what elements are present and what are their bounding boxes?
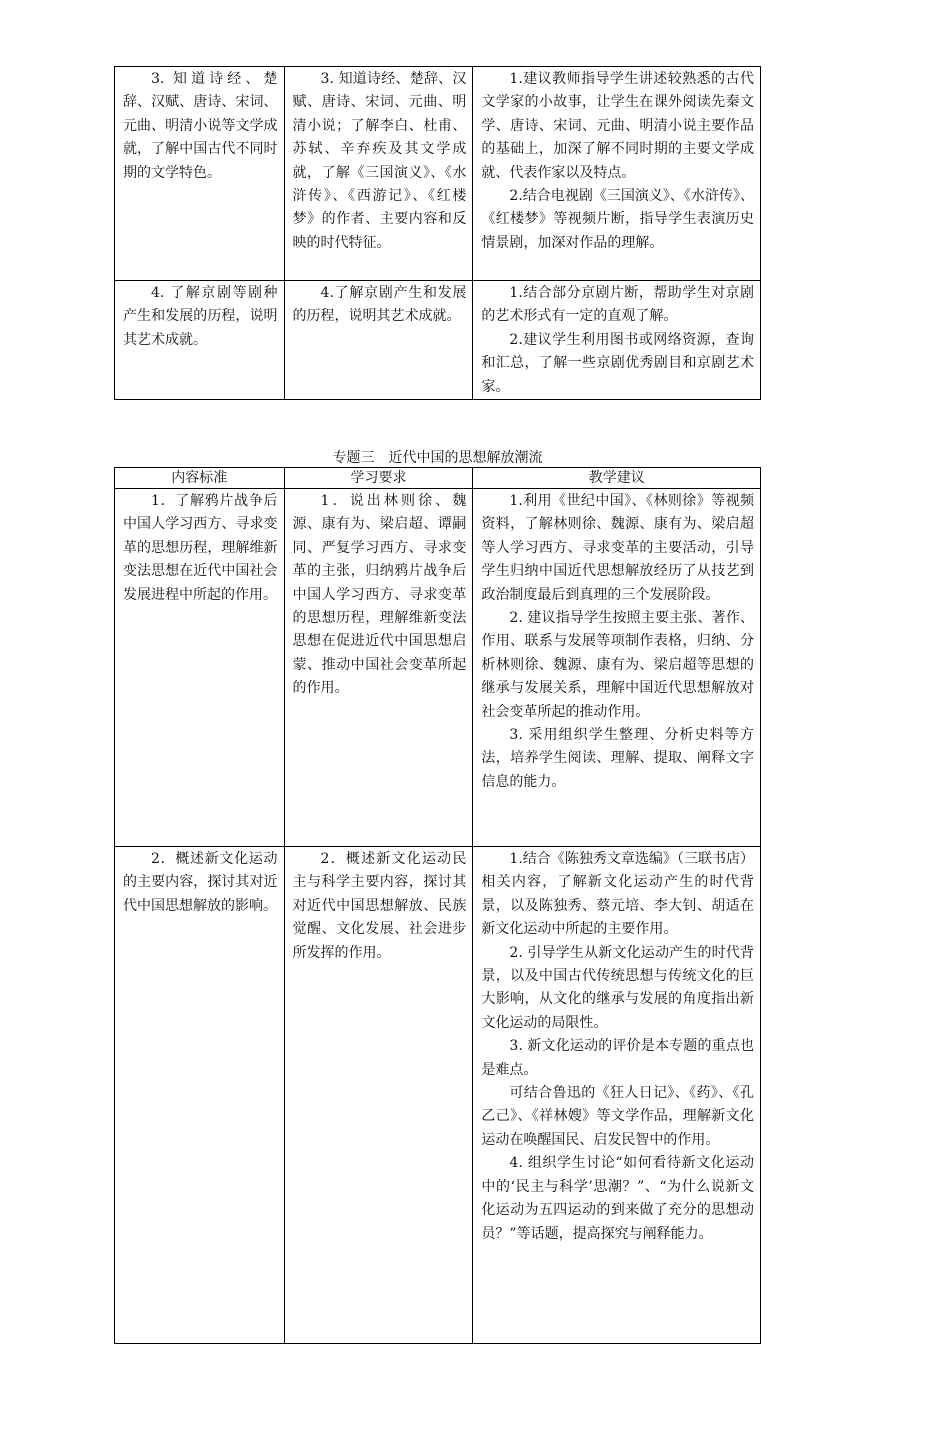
learning-requirement-cell: 2．概述新文化运动民主与科学主要内容，探讨其对近代中国思想解放、民族觉醒、文化发展、社会进步所发挥的作用。 <box>284 847 473 1344</box>
thought-liberation-table <box>114 467 761 1344</box>
content-standard-cell: 3. 知道诗经、楚辞、汉赋、唐诗、宋词、元曲、明清小说等文学成就，了解中国古代不同时期的文学特色。 <box>115 67 285 281</box>
column-header: 学习要求 <box>284 468 473 489</box>
learning-requirement-cell: 4.了解京剧产生和发展的历程，说明其艺术成就。 <box>284 281 473 400</box>
teaching-suggestion-cell: 1.利用《世纪中国》、《林则徐》等视频资料，了解林则徐、魏源、康有为、梁启超等人学习西方、寻求变革的主要活动，引导学生归纳中国近代思想解放经历了从技艺到政治制度最后到真理的三个发展阶段。 2. 建议指导学生按照主要主张、著作、作用、联系与发展等项制作表格，归纳、分析林则徐、魏源、康有为、梁启超等思想的继承与发展关系，理解中国近代思想解放对社会变革所起的推动作用。 3. 采用组织学生整理、分析史料等方法，培养学生阅读、理解、提取、阐释文字信息的能力。 <box>473 489 761 847</box>
table-caption: 专题三 近代中国的思想解放潮流 <box>332 450 543 466</box>
literature-drama-table <box>114 66 761 400</box>
column-header: 教学建议 <box>473 468 761 489</box>
table-header-row <box>115 468 761 489</box>
content-standard-cell: 2．概述新文化运动的主要内容，探讨其对近代中国思想解放的影响。 <box>115 847 285 1344</box>
teaching-suggestion-cell: 1.建议教师指导学生讲述较熟悉的古代文学家的小故事，让学生在课外阅读先秦文学、唐诗、宋词、元曲、明清小说主要作品的基础上，加深了解不同时期的主要文学成就、代表作家以及特点。 2.结合电视剧《三国演义》、《水浒传》、《红楼梦》等视频片断，指导学生表演历史情景剧，加深对作品的理解。 <box>473 67 761 281</box>
learning-requirement-cell: 3. 知道诗经、楚辞、汉赋、唐诗、宋词、元曲、明清小说；了解李白、杜甫、苏轼、辛弃疾及其文学成就，了解《三国演义》、《水浒传》、《西游记》、《红楼梦》的作者、主要内容和反映的时代特征。 <box>284 67 473 281</box>
content-standard-cell: 1．了解鸦片战争后中国人学习西方、寻求变革的思想历程，理解维新变法思想在近代中国社会发展进程中所起的作用。 <box>115 489 285 847</box>
table-row <box>115 67 761 281</box>
content-standard-cell: 4. 了解京剧等剧种产生和发展的历程，说明其艺术成就。 <box>115 281 285 400</box>
table-row <box>115 847 761 1344</box>
table-row <box>115 489 761 847</box>
teaching-suggestion-cell: 1.结合《陈独秀文章选编》（三联书店）相关内容，了解新文化运动产生的时代背景，以及陈独秀、蔡元培、李大钊、胡适在新文化运动中所起的主要作用。 2. 引导学生从新文化运动产生的时代背景，以及中国古代传统思想与传统文化的巨大影响，从文化的继承与发展的角度指出新文化运动的局限性。 3. 新文化运动的评价是本专题的重点也是难点。 可结合鲁迅的《狂人日记》、《药》、《孔乙己》、《祥林嫂》等文学作品，理解新文化运动在唤醒国民、启发民智中的作用。 4. 组织学生讨论“如何看待新文化运动中的‘民主与科学’思潮？”、“为什么说新文化运动为五四运动的到来做了充分的思想动员？”等话题，提高探究与阐释能力。 <box>473 847 761 1344</box>
column-header: 内容标准 <box>115 468 285 489</box>
learning-requirement-cell: 1．说出林则徐、魏源、康有为、梁启超、谭嗣同、严复学习西方、寻求变革的主张，归纳鸦片战争后中国人学习西方、寻求变革的思想历程，理解维新变法思想在促进近代中国思想启蒙、推动中国社会变革所起的作用。 <box>284 489 473 847</box>
teaching-suggestion-cell: 1.结合部分京剧片断，帮助学生对京剧的艺术形式有一定的直观了解。 2.建议学生利用图书或网络资源，查询和汇总，了解一些京剧优秀剧目和京剧艺术家。 <box>473 281 761 400</box>
table-row <box>115 281 761 400</box>
